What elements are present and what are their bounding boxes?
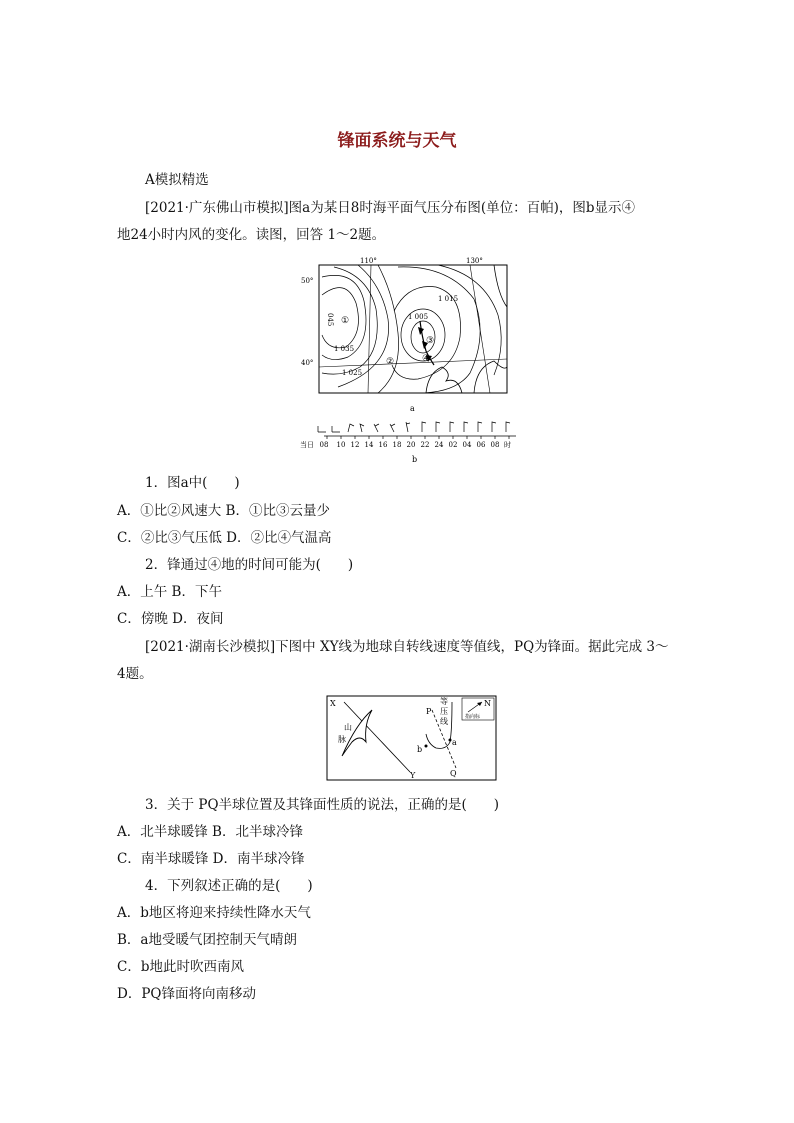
label-y: Y: [410, 771, 416, 780]
hour-label: 08: [319, 441, 329, 449]
hour-label: 16: [378, 441, 388, 449]
q4-stem: 4．下列叙述正确的是( ): [145, 878, 313, 894]
q3-options-cd: C．南半球暖锋 D．南半球冷锋: [117, 851, 305, 867]
label-b: b: [417, 745, 423, 754]
lat-label-50: 50°: [301, 277, 314, 285]
label-isobar-2: 压: [440, 707, 448, 716]
hour-label: 18: [392, 441, 402, 449]
label-north: N: [484, 699, 491, 708]
q4-option-b: B．a地受暖气团控制天气晴朗: [117, 932, 297, 948]
label-mountain-1: 山: [344, 723, 352, 732]
hour-label: 10: [336, 441, 346, 449]
hour-label: 22: [420, 441, 430, 449]
q2-options-ab: A．上午 B．下午: [117, 584, 222, 600]
label-a: a: [452, 738, 457, 747]
hour-label: 14: [364, 441, 374, 449]
hour-label: 24: [434, 441, 444, 449]
q1-options-ab: A．①比②风速大 B．①比③云量少: [117, 503, 330, 519]
hour-unit: 时: [504, 441, 511, 449]
isobar-label-1005: 1 005: [408, 313, 429, 321]
label-q: Q: [450, 769, 457, 778]
label-isobar-3: 线: [440, 717, 448, 726]
hour-label: 20: [406, 441, 416, 449]
intro1-line2: 地24小时内风的变化。读图，回答 1～2题。: [117, 227, 386, 243]
q4-option-c: C．b地此时吹西南风: [117, 959, 244, 975]
hour-label: 08: [490, 441, 500, 449]
figure-b-caption: b: [412, 455, 418, 464]
hour-label: 12: [350, 441, 360, 449]
label-north-note: 指向标: [465, 714, 481, 720]
lon-label-110: 110°: [360, 257, 377, 265]
q4-option-d: D．PQ锋面将向南移动: [117, 986, 256, 1002]
page-title: 锋面系统与天气: [337, 131, 457, 151]
lon-label-130: 130°: [466, 257, 483, 265]
label-isobar-1: 等: [440, 697, 448, 706]
point-3: ③: [426, 336, 435, 346]
label-p: P: [426, 707, 432, 716]
figure-a-caption: a: [410, 404, 415, 413]
lat-label-40: 40°: [301, 359, 314, 367]
intro2-line1: [2021·湖南长沙模拟]下图中 XY线为地球自转线速度等值线，PQ为锋面。据此完成 3～: [145, 639, 669, 655]
intro1-line1: [2021·广东佛山市模拟]图a为某日8时海平面气压分布图(单位：百帕)，图b显示④: [145, 200, 635, 216]
label-x: X: [330, 699, 336, 708]
hour-label: 02: [448, 441, 458, 449]
isobar-map-figure: [298, 255, 514, 415]
hour-label: 04: [462, 441, 472, 449]
q3-options-ab: A．北半球暖锋 B．北半球冷锋: [117, 824, 303, 840]
front-diagram-figure: [326, 694, 498, 782]
point-2: ②: [386, 357, 395, 367]
point-4: ④: [422, 354, 431, 364]
q2-options-cd: C．傍晚 D．夜间: [117, 611, 224, 627]
hour-label: 06: [476, 441, 486, 449]
isobar-label-1035: 1 035: [334, 345, 355, 353]
start-label: 当日: [300, 441, 314, 449]
point-1: ①: [341, 316, 350, 326]
isobar-label-1025: 1 025: [342, 369, 363, 377]
q1-options-cd: C．②比③气压低 D．②比④气温高: [117, 530, 332, 546]
isobar-label-045: 045: [326, 313, 334, 327]
q4-option-a: A．b地区将迎来持续性降水天气: [117, 905, 311, 921]
q2-stem: 2．锋通过④地的时间可能为( ): [145, 557, 354, 573]
label-mountain-2: 脉: [338, 735, 346, 744]
q3-stem: 3．关于 PQ半球位置及其锋面性质的说法，正确的是( ): [145, 797, 500, 813]
q1-stem: 1．图a中( ): [145, 475, 240, 491]
wind-barb-figure: [298, 418, 528, 466]
section-heading: A模拟精选: [145, 172, 209, 188]
isobar-label-1015: 1 015: [438, 295, 459, 303]
intro2-line2: 4题。: [117, 666, 153, 682]
